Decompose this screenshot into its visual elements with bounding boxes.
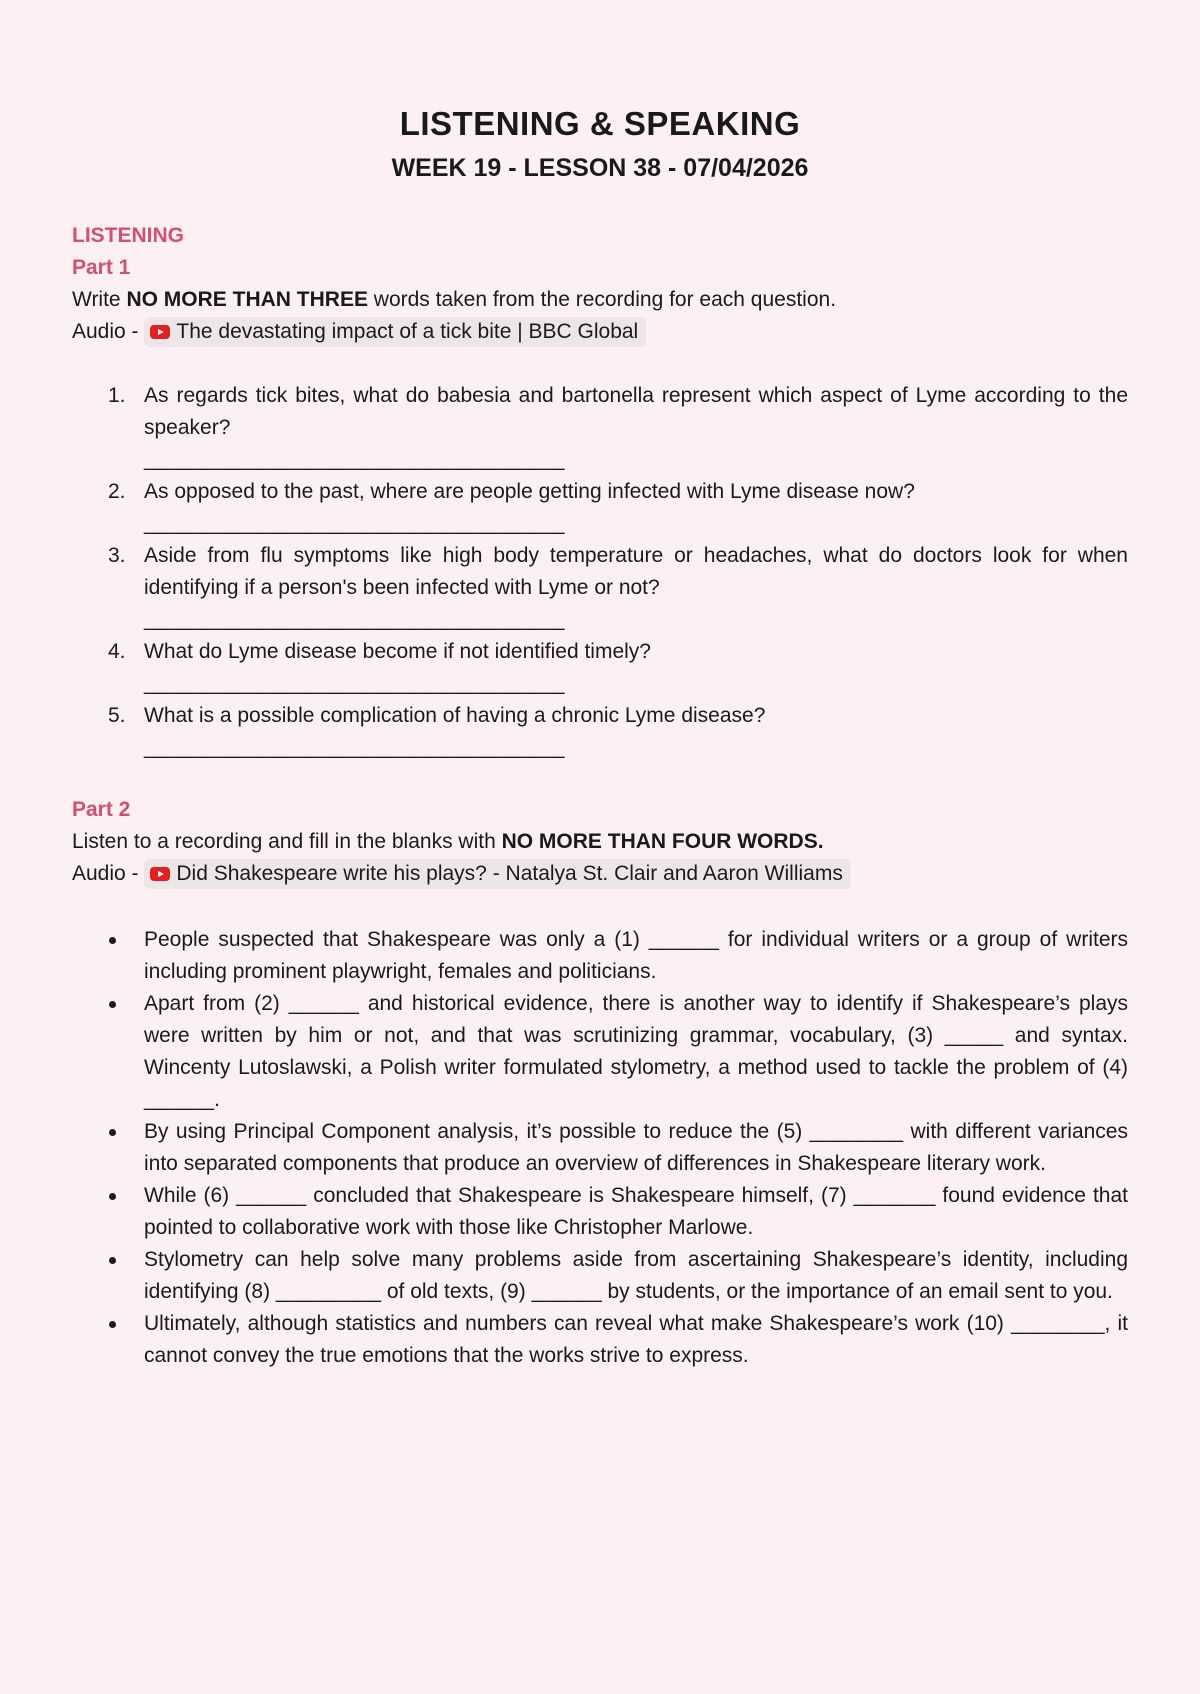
bullet-item: Stylometry can help solve many problems aside from ascertaining Shakespeare’s identity, including identifying (8) _________ of old texts, (9) ______ by students, or the importance of an email sent to you. bbox=[72, 1244, 1128, 1308]
question-item: 4. What do Lyme disease become if not identified timely? ____________________________________ bbox=[72, 636, 1128, 700]
answer-blank[interactable]: ____________________________________ bbox=[144, 448, 565, 471]
answer-blank[interactable]: ____________________________________ bbox=[144, 608, 565, 631]
bullet-item: Apart from (2) ______ and historical evidence, there is another way to identify if Shakespeare’s plays were written by him or not, and that was scrutinizing grammar, vocabulary, (3) _____ and syntax. Wincenty Lutoslawski, a Polish writer formulated stylometry, a method used to tackle the problem of (4) ______. bbox=[72, 988, 1128, 1116]
part1-instruction: Write NO MORE THAN THREE words taken from the recording for each question. bbox=[72, 288, 837, 311]
part1-question-list bbox=[72, 380, 1128, 764]
question-item: 3. Aside from flu symptoms like high body temperature or headaches, what do doctors look for when identifying if a person's been infected with Lyme or not? ____________________________________ bbox=[72, 540, 1128, 636]
audio-label: Audio - bbox=[72, 320, 145, 343]
question-item: 5. What is a possible complication of having a chronic Lyme disease? ____________________________________ bbox=[72, 700, 1128, 764]
answer-blank[interactable]: ____________________________________ bbox=[144, 672, 565, 695]
part2-audio-link[interactable]: Did Shakespeare write his plays? - Natalya St. Clair and Aaron Williams bbox=[144, 859, 850, 889]
audio-label: Audio - bbox=[72, 862, 145, 885]
part1-audio-line bbox=[72, 316, 1128, 348]
bullet-item: While (6) ______ concluded that Shakespeare is Shakespeare himself, (7) _______ found evidence that pointed to collaborative work with those like Christopher Marlowe. bbox=[72, 1180, 1128, 1244]
part2-label: Part 2 bbox=[72, 798, 131, 821]
part2-instruction: Listen to a recording and fill in the blanks with NO MORE THAN FOUR WORDS. bbox=[72, 830, 824, 853]
bullet-icon bbox=[109, 1193, 116, 1200]
bullet-icon bbox=[109, 1129, 116, 1136]
question-item: 1. As regards tick bites, what do babesia and bartonella represent which aspect of Lyme according to the speaker? ____________________________________ bbox=[72, 380, 1128, 476]
bullet-icon bbox=[109, 1257, 116, 1264]
bullet-icon bbox=[109, 937, 116, 944]
youtube-icon bbox=[150, 325, 170, 339]
section-listening: LISTENING bbox=[72, 224, 185, 247]
youtube-icon bbox=[150, 867, 170, 881]
part2-bullet-list bbox=[72, 924, 1128, 1372]
question-item: 2. As opposed to the past, where are people getting infected with Lyme disease now? ____________________________________ bbox=[72, 476, 1128, 540]
part2-audio-line bbox=[72, 858, 1128, 890]
answer-blank[interactable]: ____________________________________ bbox=[144, 736, 565, 759]
answer-blank[interactable]: ____________________________________ bbox=[144, 512, 565, 535]
bullet-icon bbox=[109, 1001, 116, 1008]
bullet-icon bbox=[109, 1321, 116, 1328]
page-title: LISTENING & SPEAKING bbox=[399, 105, 801, 142]
bullet-item: Ultimately, although statistics and numbers can reveal what make Shakespeare’s work (10) ________, it cannot convey the true emotions that the works strive to express. bbox=[72, 1308, 1128, 1372]
part1-audio-link[interactable]: The devastating impact of a tick bite | BBC Global bbox=[144, 317, 646, 347]
lesson-subtitle: WEEK 19 - LESSON 38 - 07/04/2026 bbox=[391, 154, 809, 182]
part1-label: Part 1 bbox=[72, 256, 131, 279]
bullet-item: By using Principal Component analysis, it’s possible to reduce the (5) ________ with different variances into separated components that produce an overview of differences in Shakespeare literary work. bbox=[72, 1116, 1128, 1180]
bullet-item: People suspected that Shakespeare was only a (1) ______ for individual writers or a group of writers including prominent playwright, females and politicians. bbox=[72, 924, 1128, 988]
